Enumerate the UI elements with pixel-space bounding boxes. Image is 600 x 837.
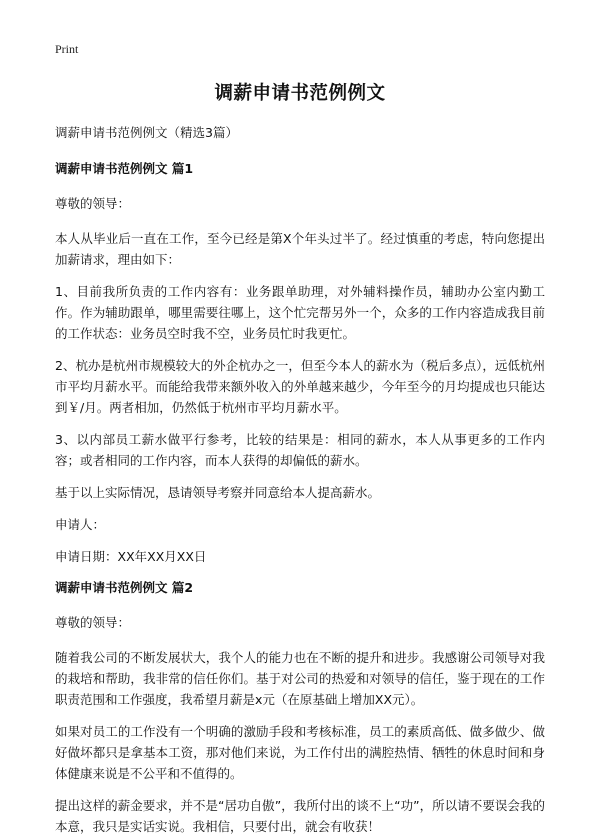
section-1-heading: 调薪申请书范例例文 篇1 [55,161,194,176]
application-date-line: 申请日期：XX年XX月XX日 [55,549,207,564]
section-1-paragraph: 1、目前我所负责的工作内容有：业务跟单助理，对外辅料操作员，辅助办公室内勤工作。作为辅助跟单，哪里需要往哪上，这个忙完帮另外一个，众多的工作内容造成我目前的工作状态：业务员空时我不空，业务员忙时我更忙。 [55,284,545,341]
document-title: 调薪申请书范例例文 [214,83,386,104]
applicant-line: 申请人： [55,517,106,532]
section-1-paragraph: 2、杭办是杭州市规模较大的外企杭办之一，但至今本人的薪水为（税后多点），远低杭州市平均月薪水平。而能给我带来额外收入的外单越来越少，今年至今的月均提成也只能达到￥/月。两者相加，仍然低于杭州市平均月薪水平。 [55,358,545,415]
section-1-paragraph: 3、以内部员工薪水做平行参考，比较的结果是：相同的薪水，本人从事更多的工作内容；或者相同的工作内容，而本人获得的却偏低的薪水。 [55,432,545,468]
section-1-paragraph: 本人从毕业后一直在工作，至今已经是第X个年头过半了。经过慎重的考虑，特向您提出加薪请求，理由如下： [55,231,545,267]
section-1-paragraph: 基于以上实际情况，恳请领导考察并同意给本人提高薪水。 [55,485,381,500]
section-2-paragraph: 如果对员工的工作没有一个明确的激励手段和考核标准，员工的素质高低、做多做少、做好做坏都只是拿基本工资，那对他们来说，为工作付出的满腔热情、牺牲的休息时间和身体健康来说是不公平和不值得的。 [55,724,545,781]
print-link[interactable]: Print [55,42,79,56]
section-2-greeting: 尊敬的领导： [55,615,131,630]
section-2-paragraph: 提出这样的薪金要求，并不是“居功自傲”，我所付出的谈不上“功”，所以请不要误会我的本意，我只是实话实说。我相信，只要付出，就会有收获！ [55,798,545,834]
section-2-paragraph: 随着我公司的不断发展状大，我个人的能力也在不断的提升和进步。我感谢公司领导对我的栽培和帮助，我非常的信任你们。基于对公司的热爱和对领导的信任，鉴于现在的工作职责范围和工作强度，我希望月薪是x元（在原基础上增加XX元）。 [55,650,545,707]
document-subtitle: 调薪申请书范例例文（精选3篇） [55,125,238,140]
section-2-heading: 调薪申请书范例例文 篇2 [55,580,194,595]
section-1-greeting: 尊敬的领导： [55,196,131,211]
